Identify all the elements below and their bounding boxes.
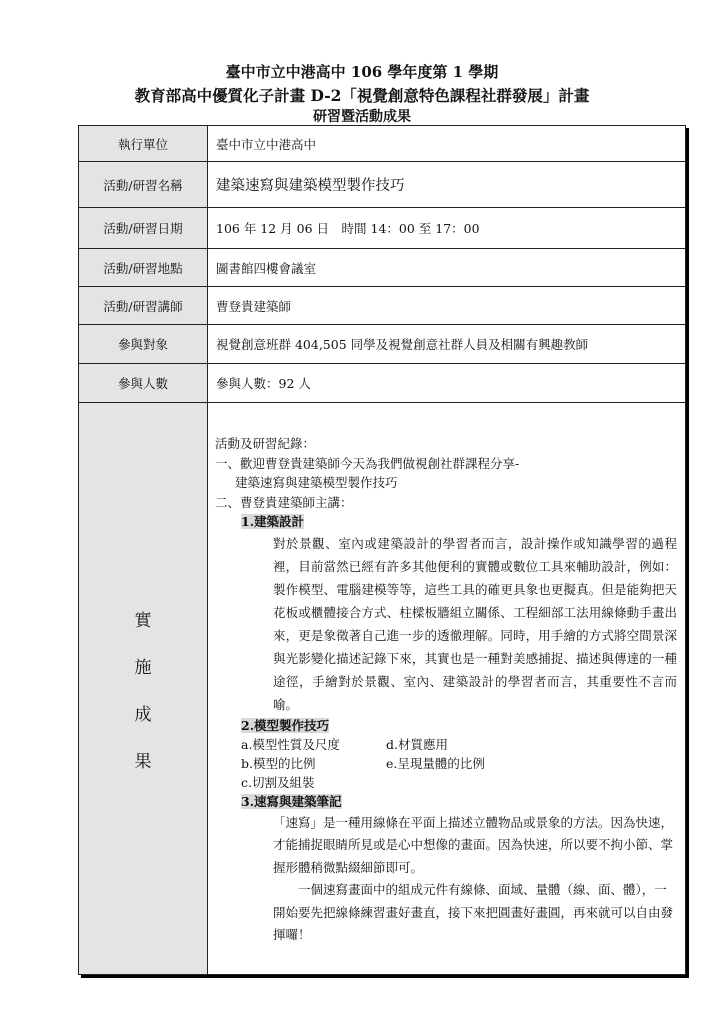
label-results bbox=[79, 403, 208, 975]
section-heading: 3.速寫與建築筆記 bbox=[241, 794, 342, 810]
list-item: b.模型的比例 bbox=[241, 756, 316, 772]
form-row-location bbox=[79, 249, 686, 287]
label-unit: 執行單位 bbox=[79, 126, 208, 162]
form-row-results bbox=[79, 403, 686, 975]
list-item: c.切割及組裝 bbox=[241, 775, 315, 791]
value-location: 圖書館四樓會議室 bbox=[208, 249, 686, 287]
section-paragraph: 對於景觀、室內或建築設計的學習者而言，設計操作或知識學習的過程裡，目前當然已經有許多其他便利的實體或數位工具來輔助設計，例如：製作模型、電腦建模等等，這些工具的確更具象也更擬真。但是能夠把天花板或櫃體接合方式、柱樑板牆組立關係、工程細部工法用線條動手畫出來，更是象徵著自己進一步的透徹理解。同時，用手繪的方式將空間景深與光影變化描述記錄下來，其實也是一種對美感捕捉、描述與傳達的一種途徑，手繪對於景觀、室內、建築設計的學習者而言，其重要性不言而喻。 bbox=[273, 535, 677, 712]
section-paragraph: 「速寫」是一種用線條在平面上描述立體物品或景象的方法。因為快速，才能捕捉眼睛所見或是心中想像的畫面。因為快速，所以要不拘小節、掌握形體稍微點綴細節即可。 bbox=[273, 814, 674, 875]
label-count: 參與人數 bbox=[79, 364, 208, 403]
value-unit: 臺中市立中港高中 bbox=[208, 126, 686, 162]
section-heading: 1.建築設計 bbox=[241, 514, 305, 530]
list-item: e.呈現量體的比例 bbox=[386, 756, 485, 772]
document-subtitle: 研習暨活動成果 bbox=[313, 109, 411, 125]
label-lecturer: 活動/研習講師 bbox=[79, 287, 208, 325]
label-name: 活動/研習名稱 bbox=[79, 162, 208, 208]
results-char: 實 bbox=[134, 610, 152, 631]
results-item-1-sub: 建築速寫與建築模型製作技巧 bbox=[235, 475, 398, 491]
label-location: 活動/研習地點 bbox=[79, 249, 208, 287]
results-char: 果 bbox=[134, 751, 152, 772]
section-heading: 2.模型製作技巧 bbox=[241, 717, 330, 733]
value-date: 106 年 12 月 06 日 時間 14：00 至 17：00 bbox=[208, 208, 686, 249]
value-name: 建築速寫與建築模型製作技巧 bbox=[208, 162, 686, 208]
section-paragraph: 一個速寫畫面中的組成元件有線條、面域、量體（線、面、體），一開始要先把線條練習畫好畫直，接下來把圓畫好畫圓，再來就可以自由發揮囉！ bbox=[273, 882, 674, 943]
label-participants: 參與對象 bbox=[79, 325, 208, 364]
form-row-name bbox=[79, 162, 686, 208]
form-row-lecturer bbox=[79, 287, 686, 325]
value-lecturer: 曹登貴建築師 bbox=[208, 287, 686, 325]
list-item: d.材質應用 bbox=[386, 737, 448, 753]
form-row-count bbox=[79, 364, 686, 403]
results-item-2: 二、曹登貴建築師主講： bbox=[215, 494, 353, 510]
results-intro: 活動及研習紀錄： bbox=[215, 436, 316, 452]
label-date: 活動/研習日期 bbox=[79, 208, 208, 249]
sketch-section bbox=[215, 812, 677, 947]
list-item: a.模型性質及尺度 bbox=[241, 737, 340, 753]
results-content bbox=[208, 403, 686, 975]
activity-form bbox=[78, 125, 686, 975]
model-topics-list bbox=[215, 735, 677, 792]
results-char: 施 bbox=[134, 657, 152, 678]
form-row-date bbox=[79, 208, 686, 249]
results-char: 成 bbox=[134, 704, 152, 725]
form-row-participants bbox=[79, 325, 686, 364]
form-row-unit bbox=[79, 126, 686, 162]
value-count: 參與人數：92 人 bbox=[208, 364, 686, 403]
value-participants: 視覺創意班群 404,505 同學及視覺創意社群人員及相關有興趣教師 bbox=[208, 325, 686, 364]
results-item-1: 一、歡迎曹登貴建築師今天為我們做視創社群課程分享- bbox=[215, 455, 520, 471]
project-title: 教育部高中優質化子計畫 D-2「視覺創意特色課程社群發展」計畫 bbox=[134, 86, 590, 105]
document-title: 臺中市立中港高中 106 學年度第 1 學期 bbox=[225, 63, 499, 81]
